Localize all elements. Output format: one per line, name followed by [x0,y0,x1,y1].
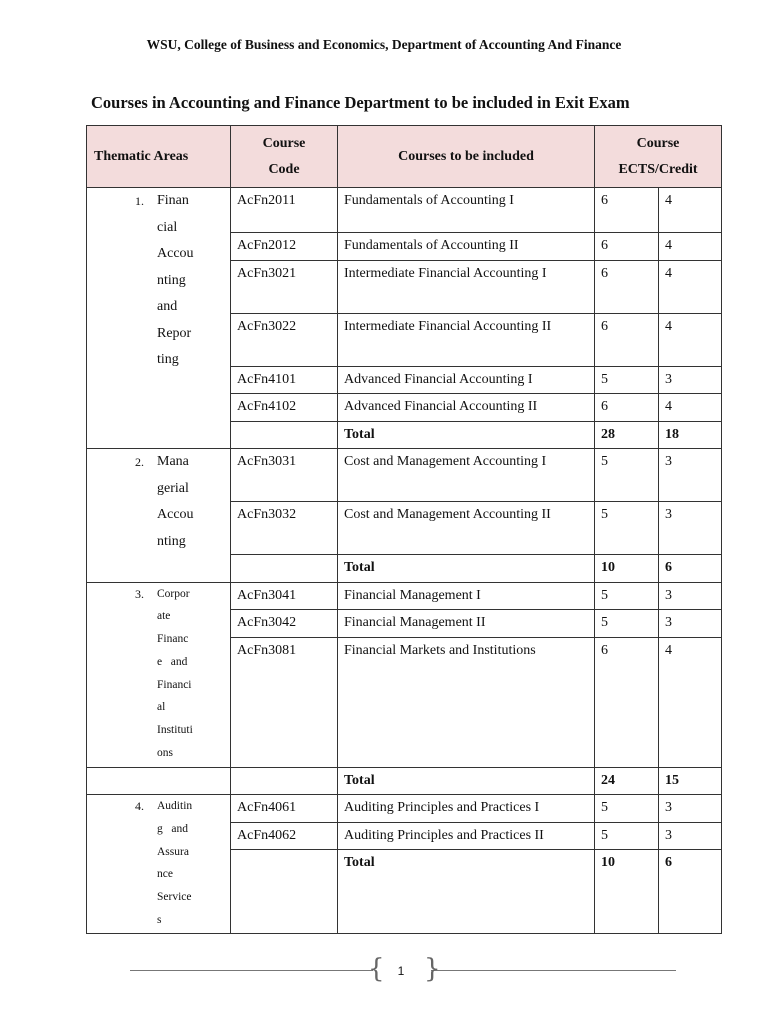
courses-table [86,125,722,934]
ects-value: 6 [595,260,659,313]
thematic-area-number: 1. [135,194,144,208]
thematic-area-number: 3. [135,586,144,601]
course-name: Financial Management II [338,610,595,638]
course-name: Fundamentals of Accounting II [338,233,595,261]
course-name: Advanced Financial Accounting I [338,366,595,394]
thematic-area-name: Mana gerial Accou nting [157,454,194,549]
total-label: Total [338,421,595,449]
total-row [87,767,722,795]
ects-value: 6 [595,233,659,261]
ects-value: 6 [595,188,659,233]
header-course-code [231,126,338,188]
total-label: Total [338,850,595,934]
course-code: AcFn3042 [231,610,338,638]
header-thematic-areas: Thematic Areas [87,126,231,188]
header-ects-line1: Course [636,135,680,151]
total-credit: 18 [659,421,722,449]
thematic-area-cell [87,582,231,767]
course-name: Fundamentals of Accounting I [338,188,595,233]
credit-value: 3 [659,502,722,555]
course-code: AcFn4102 [231,394,338,422]
total-code-empty [231,555,338,583]
thematic-area-cell [87,795,231,934]
course-code: AcFn2012 [231,233,338,261]
course-name: Cost and Management Accounting II [338,502,595,555]
course-name: Cost and Management Accounting I [338,449,595,502]
credit-value: 3 [659,610,722,638]
footer-brace-left-icon: { [368,954,385,984]
ects-value: 5 [595,582,659,610]
total-credit: 6 [659,555,722,583]
header-code-line1: Course [262,135,306,151]
total-code-empty [231,421,338,449]
total-ects: 28 [595,421,659,449]
ects-value: 6 [595,637,659,767]
table-row [87,582,722,610]
credit-value: 3 [659,449,722,502]
course-code: AcFn3081 [231,637,338,767]
course-code: AcFn4061 [231,795,338,823]
thematic-area-name: Auditin g and Assura nce Service s [157,800,193,926]
course-code: AcFn3031 [231,449,338,502]
course-name: Financial Markets and Institutions [338,637,595,767]
course-name: Intermediate Financial Accounting I [338,260,595,313]
course-code: AcFn2011 [231,188,338,233]
page-number: 1 [397,964,405,978]
course-code: AcFn3032 [231,502,338,555]
course-code: AcFn3041 [231,582,338,610]
ects-value: 6 [595,394,659,422]
thematic-area-cell [87,449,231,583]
ects-value: 5 [595,502,659,555]
total-credit: 6 [659,850,722,934]
header-courses-included: Courses to be included [338,126,595,188]
course-code: AcFn3021 [231,260,338,313]
table-row [87,449,722,502]
course-name: Advanced Financial Accounting II [338,394,595,422]
ects-value: 5 [595,610,659,638]
credit-value: 3 [659,366,722,394]
footer-rule-right [431,970,676,971]
thematic-area-number: 4. [135,799,144,813]
course-name: Intermediate Financial Accounting II [338,313,595,366]
thematic-area-name: Corpor ate Financ e and Financi al Instituti ons [157,587,193,760]
total-ects: 24 [595,767,659,795]
table-header-row [87,126,722,188]
credit-value: 4 [659,637,722,767]
thematic-area-empty [87,767,231,795]
credit-value: 4 [659,233,722,261]
total-label: Total [338,767,595,795]
course-code: AcFn3022 [231,313,338,366]
thematic-area-cell [87,188,231,449]
document-title: Courses in Accounting and Finance Department to be included in Exit Exam [91,93,630,112]
course-name: Financial Management I [338,582,595,610]
total-label: Total [338,555,595,583]
total-credit: 15 [659,767,722,795]
total-ects: 10 [595,850,659,934]
course-name: Auditing Principles and Practices II [338,822,595,850]
footer-brace-right-icon: } [424,954,441,984]
course-code: AcFn4062 [231,822,338,850]
table-body [87,188,722,934]
course-code: AcFn4101 [231,366,338,394]
header-ects-credit [595,126,722,188]
ects-value: 5 [595,366,659,394]
credit-value: 4 [659,313,722,366]
credit-value: 3 [659,795,722,823]
credit-value: 3 [659,822,722,850]
total-code-empty [231,767,338,795]
credit-value: 3 [659,582,722,610]
ects-value: 5 [595,449,659,502]
ects-value: 5 [595,822,659,850]
footer-rule-left [130,970,373,971]
header-ects-line2: ECTS/Credit [618,161,698,177]
thematic-area-number: 2. [135,455,144,469]
course-name: Auditing Principles and Practices I [338,795,595,823]
table-row [87,795,722,823]
header-code-line2: Code [268,161,300,177]
ects-value: 6 [595,313,659,366]
credit-value: 4 [659,394,722,422]
thematic-area-name: Finan cial Accou nting and Repor ting [157,193,194,367]
credit-value: 4 [659,188,722,233]
ects-value: 5 [595,795,659,823]
total-ects: 10 [595,555,659,583]
table-row [87,188,722,233]
document-header: WSU, College of Business and Economics, Department of Accounting And Finance [146,37,622,52]
credit-value: 4 [659,260,722,313]
total-code-empty [231,850,338,934]
